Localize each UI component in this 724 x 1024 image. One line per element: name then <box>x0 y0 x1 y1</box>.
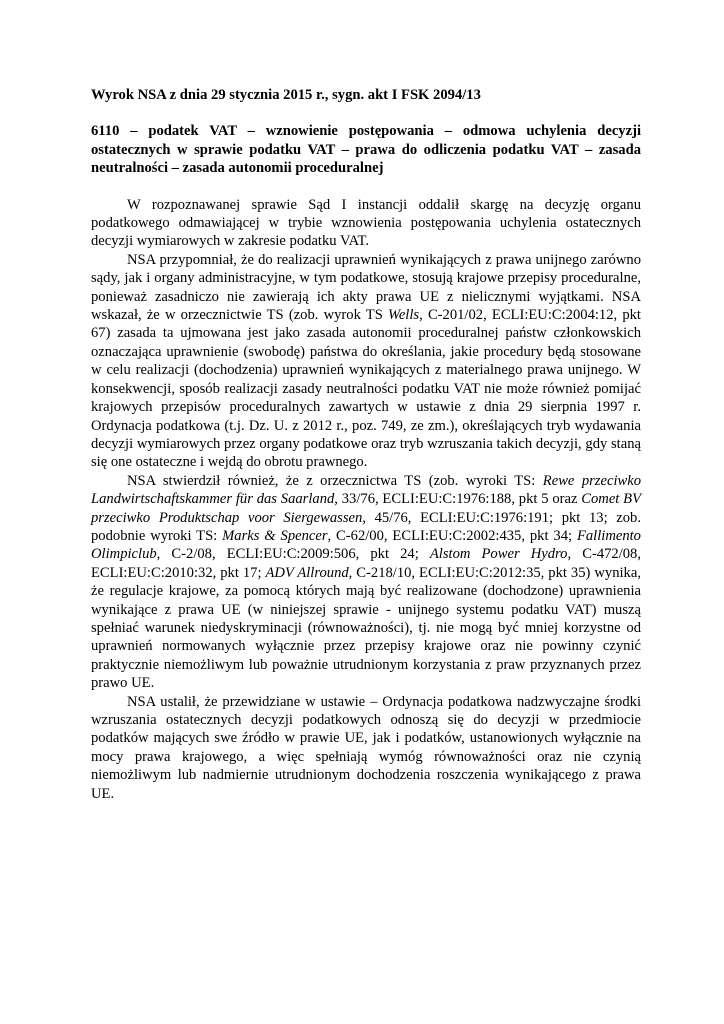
case-name: ADV Allround <box>265 564 349 581</box>
paragraph-text: , C-472/08, ECLI:EU:C:2010:32, pkt 17; <box>91 546 641 581</box>
paragraph-text: NSA przypomniał, że do realizacji uprawnień wynikających z prawa unijnego zarówno sądy, jak i organy administracyjne, w tym podatkowe, stosują krajowe przepisy proceduralne, ponieważ zasadniczo nie zawierają ich akty prawa UE z nielicznymi wyjątkami. NSA wskazał, że w orzecznictwie TS (zob. wyrok TS <box>91 251 641 324</box>
case-subject-heading: 6110 – podatek VAT – wznowienie postępowania – odmowa uchylenia decyzji ostatecznych w sprawie podatku VAT – prawa do odliczenia podatku VAT – zasada neutralności – zasada autonomii proceduralnej <box>91 123 641 177</box>
case-name: Wells <box>388 307 420 324</box>
document-page <box>91 86 641 803</box>
paragraph-text: NSA ustalił, że przewidziane w ustawie – Ordynacja podatkowa nadzwyczajne środki wzruszania ostatecznych decyzji podatkowych odnoszą się do decyzji w przedmiocie podatków mających swe źródło w prawie UE, jak i podatków, ustanowionych wyłącznie na mocy prawa krajowego, a więc spełniają wymóg równoważności oraz nie czynią niemożliwym lub nadmiernie utrudnionym dochodzenia roszczenia wynikającego z prawa UE. <box>91 693 641 802</box>
case-name: Marks & Spencer <box>222 527 328 544</box>
body-paragraph <box>91 196 641 251</box>
body-paragraph <box>91 251 641 472</box>
judgment-body <box>91 196 641 803</box>
case-name: Rewe przeciwko Landwirtschaftskammer für das Saarland <box>91 472 642 508</box>
paragraph-text: NSA stwierdził również, że z orzecznictwa TS (zob. wyroki TS: <box>127 472 543 489</box>
case-name: Fallimento Olimpiclub <box>91 527 641 563</box>
judgment-title: Wyrok NSA z dnia 29 stycznia 2015 r., sygn. akt I FSK 2094/13 <box>91 87 481 103</box>
paragraph-text: , C-2/08, ECLI:EU:C:2009:506, pkt 24; <box>156 546 430 563</box>
body-paragraph <box>91 693 641 803</box>
paragraph-text: , C-201/02, ECLI:EU:C:2004:12, pkt 67) zasada ta ujmowana jest jako zasada autonomii proceduralnej państw członkowskich oznaczająca uprawnienie (swobodę) państwa do określania, jakie procedury będą stosowane w celu realizacji (dochodzenia) uprawnień wynikających z materialnego prawa unijnego. W konsekwencji, sposób realizacji zasady neutralności podatku VAT nie może również pomijać krajowych przepisów proceduralnych zawartych w ustawie z dnia 29 sierpnia 1997 r. Ordynacja podatkowa (t.j. Dz. U. z 2012 r., poz. 749, ze zm.), określających tryb wydawania decyzji wymiarowych przez organy podatkowe oraz tryb wzruszania takich decyzji, gdy staną się one ostateczne i wejdą do obrotu prawnego. <box>91 307 641 471</box>
paragraph-text: , C-218/10, ECLI:EU:C:2012:35, pkt 35) wynika, że regulacje krajowe, za pomocą których mają być realizowane (dochodzone) uprawnienia wynikające z prawa UE (w niniejszej sprawie - unijnego systemu podatku VAT) muszą spełniać warunek niedyskryminacji (równoważności), tj. nie mogą być mniej korzystne od uprawnień normowanych wyłącznie przez przepisy krajowe oraz nie powinny czynić praktycznie niemożliwym lub poważnie utrudnionym korzystania z praw przyznanych przez prawo UE. <box>91 564 641 692</box>
case-name: Comet BV przeciwko Produktschap voor Siergewassen <box>91 491 641 526</box>
paragraph-text: , 33/76, ECLI:EU:C:1976:188, pkt 5 oraz <box>334 491 582 508</box>
paragraph-text: , C-62/00, ECLI:EU:C:2002:435, pkt 34; <box>327 527 577 544</box>
case-name: Alstom Power Hydro <box>429 546 568 563</box>
paragraph-text: W rozpoznawanej sprawie Sąd I instancji oddalił skargę na decyzję organu podatkowego odmawiającej w trybie wznowienia postępowania uchylenia ostatecznych decyzji wymiarowych w zakresie podatku VAT. <box>91 196 641 250</box>
body-paragraph <box>91 472 641 693</box>
paragraph-text: , 45/76, ECLI:EU:C:1976:191; pkt 13; zob. podobnie wyroki TS: <box>91 509 642 544</box>
